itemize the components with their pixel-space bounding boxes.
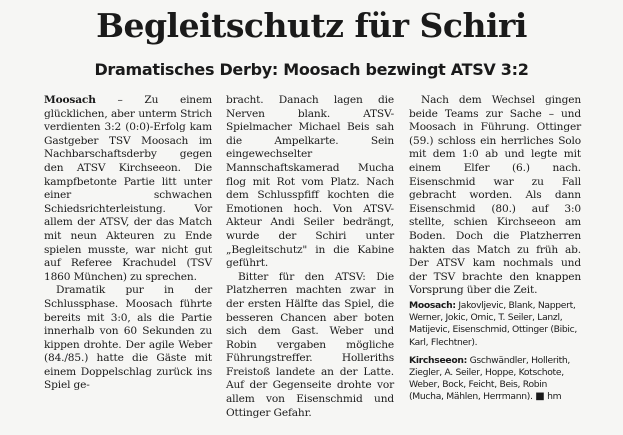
subheadline: Dramatisches Derby: Moosach bezwingt ATSV 3:2 [94,60,529,79]
paragraph: Nach dem Wechsel gingen beide Teams zur Sache – und Moosach in Führung. Ottinger (59.) schloss ein herrliches Solo mit dem 1:0 ab und legte mit einem Elfer (6.) nach. Eisenschmid war zu Fall gebracht worden. Als dann Eisenschmid (80.) auf 3:0 stellte, schien Kirchseeon am Boden. Doch die Platzherren hakten das Match zu früh ab. Der ATSV kam nochmals und der TSV brachte den knappen Vorsprung über die Zeit. [409,94,581,297]
player-list: Jakovljevic, Blank, Nappert, Werner, Jokic, Omic, T. Seiler, Lanzl, Matijevic, Eisenschmid, Ottinger (Bibic, Karl, Flechtner). [409,299,578,348]
team-name: Moosach: [409,299,456,311]
paragraph: bracht. Danach lagen die Nerven blank. ATSV-Spielmacher Michael Beis sah die Ampelkarte. Sein eingewechselter Mannschaftskamerad Mucha flog mit Rot vom Platz. Nach dem Schlusspfiff kochten die Emotionen hoch. Von ATSV-Akteur Andi Seiler bedrängt, wurde der Schiri unter „Begleitschutz" in die Kabine geführt. [226,94,394,270]
team-name: Kirchseeon: [409,354,467,366]
lineup-moosach [409,300,581,349]
article-column-2 [226,94,394,420]
player-list: Gschwändler, Hollerith, Ziegler, A. Seiler, Hoppe, Kotschote, Weber, Bock, Feicht, Beis, Robin (Mucha, Mählen, Herrmann). [409,354,571,403]
lineup-kirchseeon [409,355,581,404]
paragraph [44,94,212,284]
dateline: Moosach [44,94,96,106]
article-column-3 [409,94,581,404]
headline: Begleitschutz für Schiri [96,6,527,45]
paragraph: Dramatik pur in der Schlussphase. Moosach führte bereits mit 3:0, als die Partie innerhalb von 60 Sekunden zu kippen drohte. Der agile Weber (84./85.) hatte die Gäste mit einem Doppelschlag zurück ins Spiel ge- [44,284,212,392]
paragraph-text: – Zu einem glücklichen, aber unterm Strich verdienten 3:2 (0:0)-Erfolg kam Gastgeber TSV Moosach im Nachbarschaftsderby gegen den ATSV Kirchseeon. Die kampfbetonte Partie litt unter einer schwachen Schiedsrichterleistung. Vor allem der ATSV, der das Match mit neun Akteuren zu Ende spielen musste, war nicht gut auf Referee Krachudel (TSV 1860 München) zu sprechen. [44,94,212,283]
author-initials: hm [547,391,562,403]
article-column-1 [44,94,212,393]
paragraph: Bitter für den ATSV: Die Platzherren machten zwar in der ersten Hälfte das Spiel, die besseren Chancen aber boten sich dem Gast. Weber und Robin vergaben mögliche Führungstreffer. Holleriths Freistoß landete an der Latte. Auf der Gegenseite drohte vor allem von Eisenschmid und Ottinger Gefahr. [226,270,394,419]
bullet-icon: ■ [535,391,545,403]
